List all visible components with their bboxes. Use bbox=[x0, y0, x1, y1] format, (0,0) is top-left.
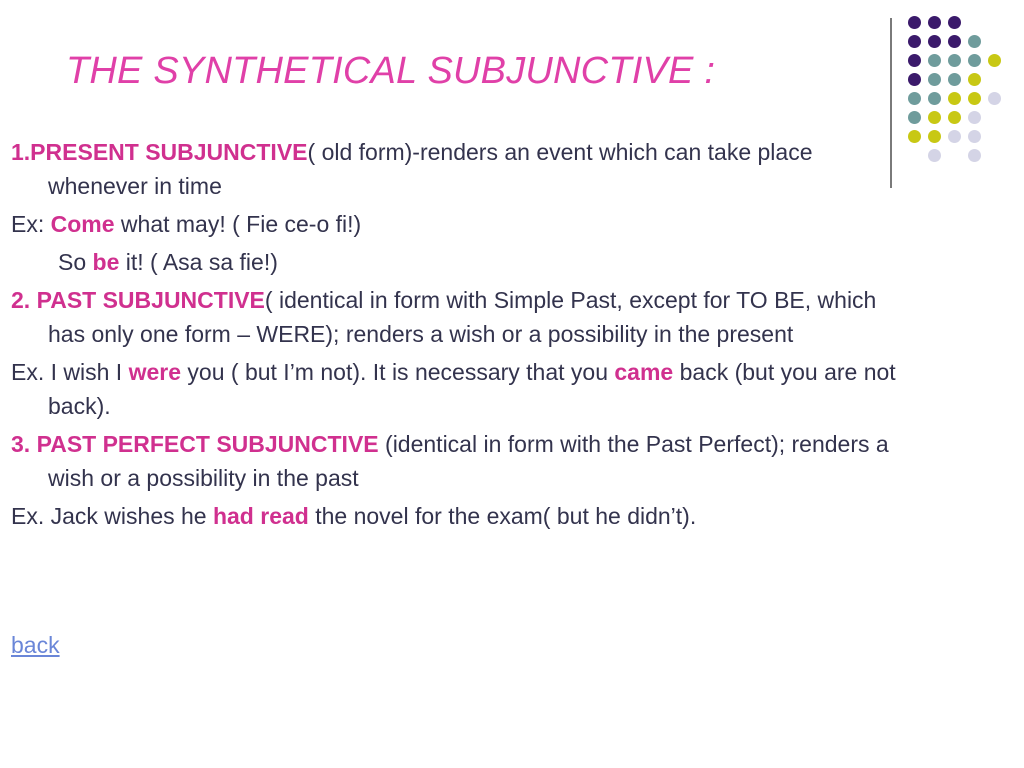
past-perfect-subjunctive-text: (identical in form with the Past Perfect); renders a wish or a possibility in the past bbox=[48, 431, 889, 491]
present-subjunctive-heading: 1.PRESENT SUBJUNCTIVE bbox=[11, 139, 308, 165]
decorative-dot-grid bbox=[908, 16, 1008, 166]
dot bbox=[968, 54, 981, 67]
dot bbox=[968, 92, 981, 105]
dot bbox=[968, 130, 981, 143]
example-keyword: Come bbox=[50, 211, 115, 237]
example-text: you ( but I’m not). It is necessary that you bbox=[181, 359, 615, 385]
past-subjunctive-paragraph bbox=[11, 283, 916, 351]
example-text: what may! ( Fie ce-o fi!) bbox=[114, 211, 362, 237]
past-subjunctive-heading: 2. PAST SUBJUNCTIVE bbox=[11, 287, 265, 313]
example-text: the novel for the exam( but he didn’t). bbox=[308, 503, 697, 529]
dot bbox=[928, 149, 941, 162]
example-had-read bbox=[11, 499, 916, 533]
slide-title: THE SYNTHETICAL SUBJUNCTIVE : bbox=[66, 50, 716, 92]
example-keyword: be bbox=[92, 249, 120, 275]
dot bbox=[928, 35, 941, 48]
past-perfect-subjunctive-paragraph bbox=[11, 427, 916, 495]
dot bbox=[988, 92, 1001, 105]
dot bbox=[948, 130, 961, 143]
past-perfect-subjunctive-heading: 3. PAST PERFECT SUBJUNCTIVE bbox=[11, 431, 379, 457]
past-subjunctive-text: ( identical in form with Simple Past, except for TO BE, which has only one form – WERE); renders a wish or a possibility in the present bbox=[48, 287, 877, 347]
example-prefix: So bbox=[58, 249, 93, 275]
dot bbox=[968, 73, 981, 86]
example-prefix: Ex: bbox=[11, 211, 51, 237]
example-prefix: Ex. I wish I bbox=[11, 359, 129, 385]
dot bbox=[968, 149, 981, 162]
slide-body bbox=[11, 135, 916, 537]
dot bbox=[908, 35, 921, 48]
present-subjunctive-paragraph bbox=[11, 135, 916, 203]
example-text: back (but you are not back). bbox=[48, 359, 896, 419]
dot bbox=[948, 35, 961, 48]
dot bbox=[908, 54, 921, 67]
dot bbox=[948, 54, 961, 67]
dot bbox=[908, 73, 921, 86]
example-text: it! ( Asa sa fie!) bbox=[119, 249, 278, 275]
dot bbox=[928, 16, 941, 29]
dot bbox=[948, 16, 961, 29]
example-keyword: were bbox=[128, 359, 182, 385]
present-subjunctive-text: ( old form)-renders an event which can take place whenever in time bbox=[48, 139, 813, 199]
example-keyword: had read bbox=[212, 503, 309, 529]
dot bbox=[988, 54, 1001, 67]
dot bbox=[948, 73, 961, 86]
dot bbox=[968, 111, 981, 124]
dot bbox=[948, 111, 961, 124]
dot bbox=[928, 54, 941, 67]
example-be bbox=[11, 245, 916, 279]
example-prefix: Ex. Jack wishes he bbox=[11, 503, 213, 529]
dot bbox=[928, 130, 941, 143]
dot bbox=[908, 16, 921, 29]
dot bbox=[908, 111, 921, 124]
back-link[interactable]: back bbox=[11, 632, 60, 658]
dot bbox=[908, 92, 921, 105]
dot bbox=[968, 35, 981, 48]
dot bbox=[928, 73, 941, 86]
dot bbox=[948, 92, 961, 105]
example-keyword: came bbox=[614, 359, 674, 385]
dot bbox=[928, 92, 941, 105]
example-come bbox=[11, 207, 916, 241]
example-were-came bbox=[11, 355, 916, 423]
dot bbox=[928, 111, 941, 124]
